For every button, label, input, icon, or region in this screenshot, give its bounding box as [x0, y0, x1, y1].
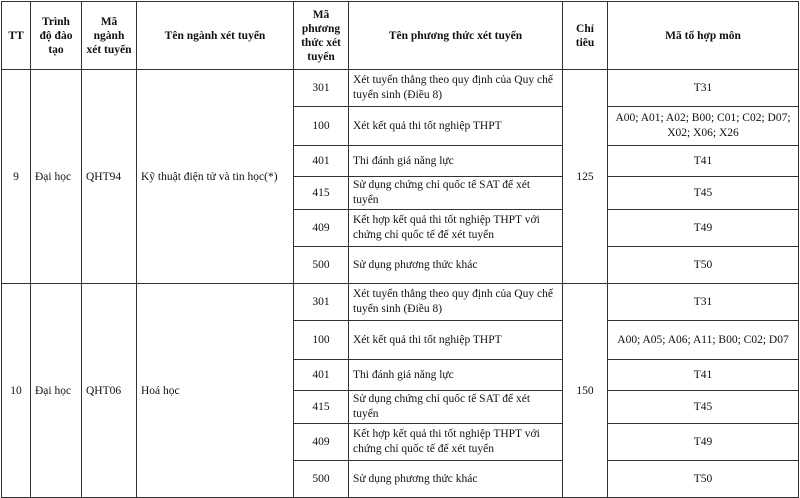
- header-row: [2, 2, 799, 70]
- method-name: Kết hợp kết quả thi tốt nghiệp THPT với chứng chỉ quốc tế để xét tuyển: [349, 210, 563, 247]
- program-major-code: QHT94: [82, 70, 137, 284]
- method-code: 100: [294, 321, 349, 360]
- header-combo: Mã tổ hợp môn: [608, 2, 799, 70]
- method-combo: T31: [608, 70, 799, 107]
- header-quota: Chỉ tiêu: [563, 2, 608, 70]
- program-tt: 10: [2, 284, 31, 498]
- method-combo: T50: [608, 461, 799, 498]
- method-name: Thi đánh giá năng lực: [349, 146, 563, 177]
- admissions-table: [1, 1, 799, 498]
- method-name: Sử dụng phương thức khác: [349, 461, 563, 498]
- program-major-name: Kỹ thuật điện tử và tin học(*): [137, 70, 294, 284]
- method-name: Sử dụng chứng chỉ quốc tế SAT để xét tuyển: [349, 177, 563, 210]
- method-name: Sử dụng chứng chỉ quốc tế SAT để xét tuyển: [349, 391, 563, 424]
- method-name: Xét tuyển thẳng theo quy định của Quy chế tuyển sinh (Điều 8): [349, 284, 563, 321]
- method-code: 401: [294, 360, 349, 391]
- method-combo: T45: [608, 391, 799, 424]
- method-code: 409: [294, 424, 349, 461]
- header-major-name: Tên ngành xét tuyển: [137, 2, 294, 70]
- program-tt: 9: [2, 70, 31, 284]
- header-level: Trình độ đào tạo: [31, 2, 82, 70]
- header-tt: TT: [2, 2, 31, 70]
- method-combo: T41: [608, 146, 799, 177]
- method-code: 415: [294, 177, 349, 210]
- header-major-code: Mã ngành xét tuyển: [82, 2, 137, 70]
- method-name: Xét kết quả thi tốt nghiệp THPT: [349, 107, 563, 146]
- program-major-code: QHT06: [82, 284, 137, 498]
- method-combo: A00; A05; A06; A11; B00; C02; D07: [608, 321, 799, 360]
- method-code: 500: [294, 247, 349, 284]
- method-combo: A00; A01; A02; B00; C01; C02; D07; X02; X06; X26: [608, 107, 799, 146]
- method-combo: T45: [608, 177, 799, 210]
- method-code: 301: [294, 70, 349, 107]
- method-code: 100: [294, 107, 349, 146]
- method-code: 415: [294, 391, 349, 424]
- program-level: Đại học: [31, 284, 82, 498]
- program-quota: 125: [563, 70, 608, 284]
- method-combo: T49: [608, 210, 799, 247]
- table-row: [2, 284, 799, 321]
- method-code: 409: [294, 210, 349, 247]
- method-name: Thi đánh giá năng lực: [349, 360, 563, 391]
- method-name: Kết hợp kết quả thi tốt nghiệp THPT với chứng chỉ quốc tế để xét tuyển: [349, 424, 563, 461]
- header-method-code: Mã phương thức xét tuyển: [294, 2, 349, 70]
- header-method-name: Tên phương thức xét tuyển: [349, 2, 563, 70]
- program-level: Đại học: [31, 70, 82, 284]
- method-combo: T49: [608, 424, 799, 461]
- method-combo: T31: [608, 284, 799, 321]
- method-combo: T41: [608, 360, 799, 391]
- method-combo: T50: [608, 247, 799, 284]
- method-code: 301: [294, 284, 349, 321]
- table-row: [2, 70, 799, 107]
- method-name: Sử dụng phương thức khác: [349, 247, 563, 284]
- program-major-name: Hoá học: [137, 284, 294, 498]
- method-code: 401: [294, 146, 349, 177]
- method-code: 500: [294, 461, 349, 498]
- program-quota: 150: [563, 284, 608, 498]
- method-name: Xét kết quả thi tốt nghiệp THPT: [349, 321, 563, 360]
- method-name: Xét tuyển thẳng theo quy định của Quy chế tuyển sinh (Điều 8): [349, 70, 563, 107]
